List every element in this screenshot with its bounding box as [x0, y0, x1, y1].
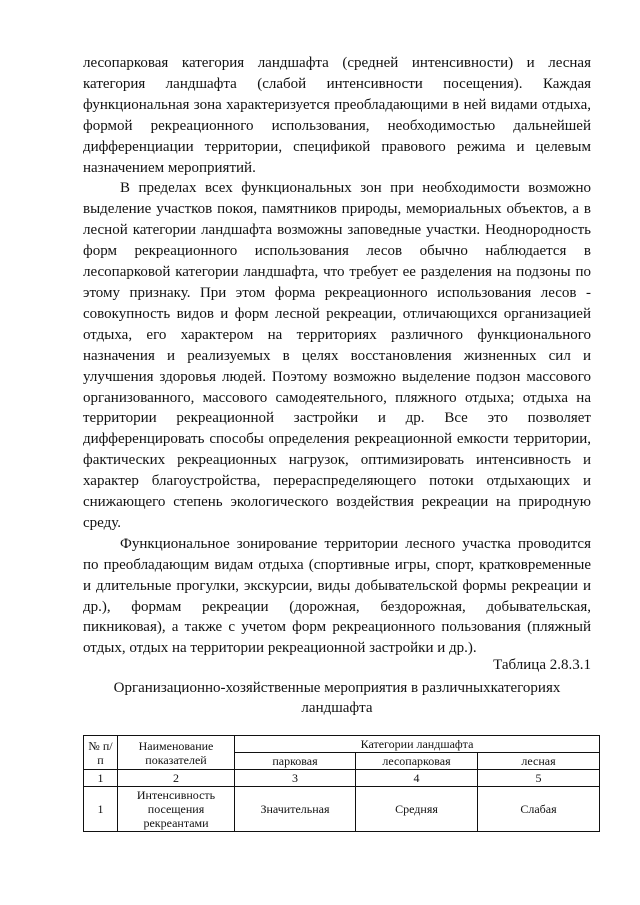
column-number: 1: [84, 770, 118, 787]
column-number: 4: [356, 770, 478, 787]
table-title: [83, 678, 591, 718]
header-category-forest: лесная: [478, 753, 600, 770]
header-category-park: парковая: [235, 753, 356, 770]
row-indicator-name: Интенсивность посещения рекреантами: [118, 787, 235, 832]
paragraph-1: лесопарковая категория ландшафта (средней интенсивности) и лесная категория ландшафта (слабой интенсивности посещения). Каждая функциональная зона характеризуется преобладающими в ней видами отдыха, формой рекреационного использования, необходимостью дальнейшей дифференциации территории, спецификой правового режима и целевым назначением мероприятий.: [83, 55, 591, 176]
header-number: № п/п: [84, 736, 118, 770]
row-value-park: Значительная: [235, 787, 356, 832]
document-body: [83, 53, 591, 659]
table-row: [84, 787, 600, 832]
table-column-numbers-row: [84, 770, 600, 787]
column-number: 2: [118, 770, 235, 787]
table-header-row: [84, 736, 600, 753]
row-value-forest: Слабая: [478, 787, 600, 832]
column-number: 3: [235, 770, 356, 787]
row-value-forest-park: Средняя: [356, 787, 478, 832]
header-landscape-categories: Категории ландшафта: [235, 736, 600, 753]
paragraph-3: Функциональное зонирование территории лесного участка проводится по преобладающим видам отдыха (спортивные игры, спорт, кратковременные и длительные прогулки, экскурсии, виды добывательской формы рекреации и др.), формам рекреации (дорожная, бездорожная, добывательская, пикниковая), а также с учетом форм рекреационного пользования (пляжный отдых, отдых на территории рекреационной застройки и др.).: [83, 535, 591, 657]
table-title-line-1: Организационно-хозяйственные мероприятия в различныхкатегориях: [113, 680, 561, 696]
header-category-forest-park: лесопарковая: [356, 753, 478, 770]
table-number: Таблица 2.8.3.1: [493, 657, 591, 673]
paragraph-2: В пределах всех функциональных зон при необходимости возможно выделение участков покоя, памятников природы, мемориальных объектов, а в лесной категории ландшафта возможны заповедные участки. Неоднородность форм рекреационного использования лесов обычно наблюдается в лесопарковой категории ландшафта, что требует ее разделения на подзоны по этому признаку. При этом форма рекреационного использования лесов - совокупность видов и форм лесной рекреации, отличающихся организацией отдыха, его характером на территориях различного функционального назначения и реализуемых в целях восстановления жизненных сил и улучшения здоровья людей. Поэтому возможно выделение подзон массового организованного, массового самодеятельного, пляжного отдыха; отдыха на территории рекреационной застройки и др. Все это позволяет дифференцировать способы определения рекреационной емкости территории, фактических рекреационных нагрузок, оптимизировать интенсивность и характер благоустройства, перераспределяющего потоки отдыхающих и снижающего степень экологического воздействия рекреации на природную среду.: [83, 180, 591, 531]
landscape-measures-table: [83, 735, 600, 832]
row-number: 1: [84, 787, 118, 832]
header-indicator-name: Наименование показателей: [118, 736, 235, 770]
column-number: 5: [478, 770, 600, 787]
table-title-line-2: ландшафта: [301, 700, 373, 716]
